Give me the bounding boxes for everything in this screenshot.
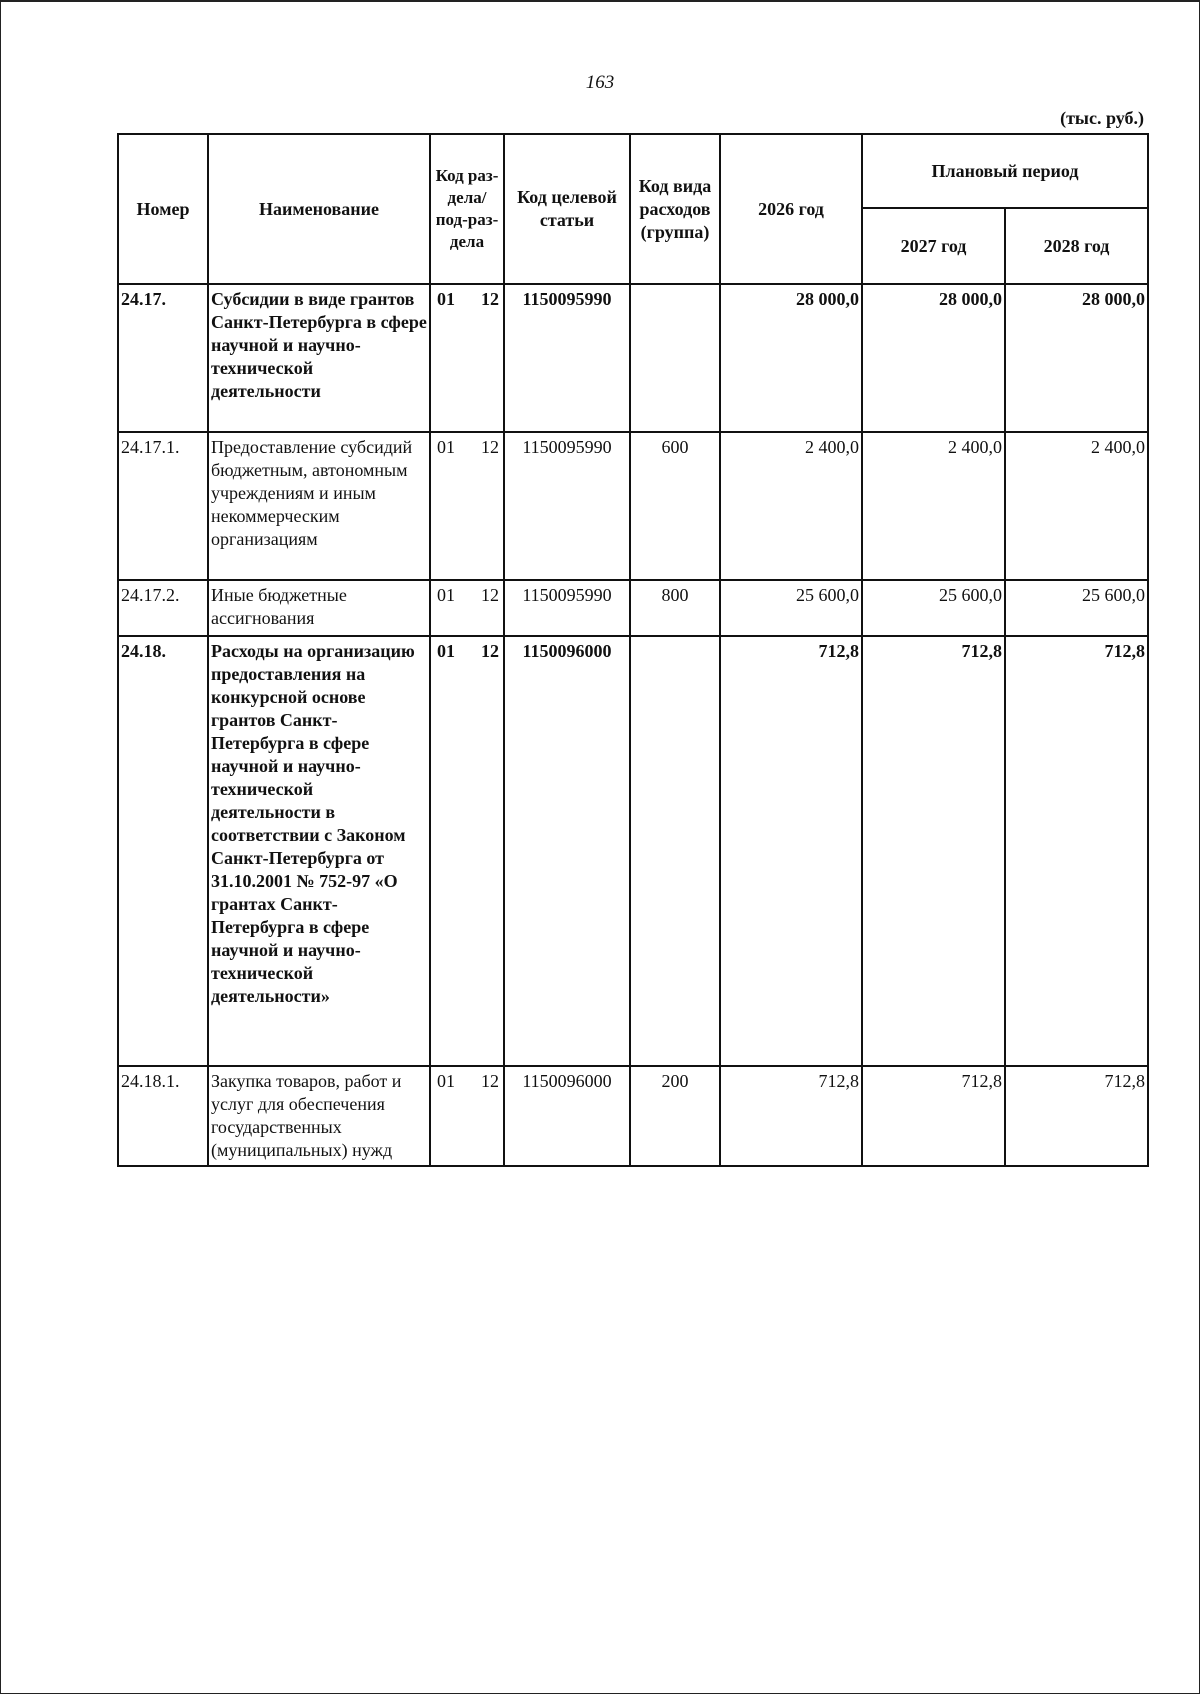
row-amount-2026: 25 600,0 bbox=[720, 580, 862, 636]
row-expense-type bbox=[630, 636, 720, 1066]
row-name: Закупка товаров, работ и услуг для обеспечения государственных (муниципальных) нужд bbox=[208, 1066, 430, 1166]
row-number: 24.17. bbox=[118, 284, 208, 432]
row-section-code bbox=[430, 636, 504, 1066]
header-planned-period: Плановый период bbox=[862, 134, 1148, 208]
row-number: 24.17.1. bbox=[118, 432, 208, 580]
row-amount-2026: 2 400,0 bbox=[720, 432, 862, 580]
row-amount-2026: 712,8 bbox=[720, 636, 862, 1066]
row-amount-2027: 25 600,0 bbox=[862, 580, 1005, 636]
row-section-code bbox=[430, 432, 504, 580]
row-target-code: 1150095990 bbox=[504, 284, 630, 432]
row-name: Расходы на организацию предоставления на конкурсной основе грантов Санкт-Петербурга в сфере научной и научно-технической деятельности в соответствии с Законом Санкт-Петербурга от 31.10.2001 № 752-97 «О грантах Санкт-Петербурга в сфере научной и научно-технической деятельности» bbox=[208, 636, 430, 1066]
row-section: 01 bbox=[437, 1071, 455, 1091]
row-amount-2027: 712,8 bbox=[862, 636, 1005, 1066]
row-section: 01 bbox=[437, 641, 455, 661]
header-section-code: Код раз-дела/ под-раз-дела bbox=[430, 134, 504, 284]
row-expense-type bbox=[630, 284, 720, 432]
row-section-code bbox=[430, 580, 504, 636]
row-amount-2026: 712,8 bbox=[720, 1066, 862, 1166]
table-body bbox=[118, 284, 1148, 1166]
header-row-top bbox=[118, 134, 1148, 208]
header-year-2027: 2027 год bbox=[862, 208, 1005, 284]
row-section: 01 bbox=[437, 585, 455, 605]
units-label: (тыс. руб.) bbox=[1060, 108, 1144, 128]
row-amount-2028: 712,8 bbox=[1005, 636, 1148, 1066]
row-name: Иные бюджетные ассигнования bbox=[208, 580, 430, 636]
row-amount-2026: 28 000,0 bbox=[720, 284, 862, 432]
header-number: Номер bbox=[118, 134, 208, 284]
row-amount-2028: 2 400,0 bbox=[1005, 432, 1148, 580]
row-target-code: 1150096000 bbox=[504, 636, 630, 1066]
row-section: 01 bbox=[437, 289, 455, 309]
row-amount-2028: 25 600,0 bbox=[1005, 580, 1148, 636]
row-amount-2028: 712,8 bbox=[1005, 1066, 1148, 1166]
page-number: 163 bbox=[585, 72, 615, 93]
row-target-code: 1150096000 bbox=[504, 1066, 630, 1166]
header-year-2026: 2026 год bbox=[720, 134, 862, 284]
row-amount-2027: 2 400,0 bbox=[862, 432, 1005, 580]
header-name: Наименование bbox=[208, 134, 430, 284]
row-target-code: 1150095990 bbox=[504, 580, 630, 636]
header-expense-type: Код вида расходов (группа) bbox=[630, 134, 720, 284]
row-section-code bbox=[430, 284, 504, 432]
row-number: 24.18. bbox=[118, 636, 208, 1066]
table-row bbox=[118, 580, 1148, 636]
row-subsection: 12 bbox=[481, 289, 499, 309]
row-target-code: 1150095990 bbox=[504, 432, 630, 580]
row-name: Субсидии в виде грантов Санкт-Петербурга в сфере научной и научно-технической деятельности bbox=[208, 284, 430, 432]
row-amount-2028: 28 000,0 bbox=[1005, 284, 1148, 432]
row-subsection: 12 bbox=[481, 641, 499, 661]
row-section: 01 bbox=[437, 437, 455, 457]
row-expense-type: 800 bbox=[630, 580, 720, 636]
row-number: 24.17.2. bbox=[118, 580, 208, 636]
table-header bbox=[118, 134, 1148, 284]
row-amount-2027: 28 000,0 bbox=[862, 284, 1005, 432]
header-year-2028: 2028 год bbox=[1005, 208, 1148, 284]
table-row bbox=[118, 636, 1148, 1066]
header-target-code: Код целевой статьи bbox=[504, 134, 630, 284]
table-row bbox=[118, 284, 1148, 432]
row-section-code bbox=[430, 1066, 504, 1166]
row-expense-type: 200 bbox=[630, 1066, 720, 1166]
table-row bbox=[118, 432, 1148, 580]
row-subsection: 12 bbox=[481, 585, 499, 605]
table-row bbox=[118, 1066, 1148, 1166]
row-subsection: 12 bbox=[481, 1071, 499, 1091]
row-subsection: 12 bbox=[481, 437, 499, 457]
row-expense-type: 600 bbox=[630, 432, 720, 580]
row-amount-2027: 712,8 bbox=[862, 1066, 1005, 1166]
budget-table bbox=[117, 133, 1149, 1167]
row-name: Предоставление субсидий бюджетным, автономным учреждениям и иным некоммерческим организациям bbox=[208, 432, 430, 580]
row-number: 24.18.1. bbox=[118, 1066, 208, 1166]
